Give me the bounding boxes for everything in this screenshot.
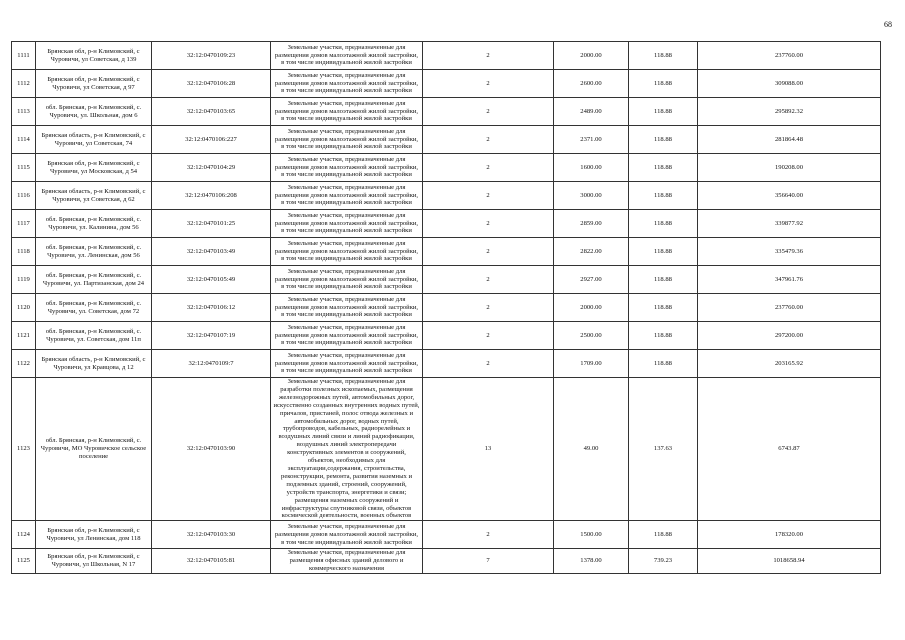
row-number-cell: 1115 <box>12 154 36 182</box>
address-cell: обл. Брянская, р-н Климовский, с. Чуровичи, ул. Партизанская, дом 24 <box>36 266 152 294</box>
address-cell: Брянская обл, р-н Климовский, с Чуровичи, ул Советская, д 139 <box>36 42 152 70</box>
row-number-cell: 1125 <box>12 549 36 574</box>
address-cell: Брянская область, р-н Климовский, с Чуровичи, ул Советская, д 62 <box>36 182 152 210</box>
land-use-purpose-cell: Земельные участки, предназначенные для размещения домов малоэтажной жилой застройки, в том числе индивидуальной жилой застройки <box>271 42 423 70</box>
address-cell: обл. Брянская, р-н Климовский, с. Чуровичи, ул. Советская, дом 72 <box>36 294 152 322</box>
cadastral-number-cell: 32:12:0470106:227 <box>152 126 271 154</box>
category-cell: 2 <box>423 70 554 98</box>
table-row <box>12 350 881 378</box>
page-number: 68 <box>884 20 892 29</box>
land-use-purpose-cell: Земельные участки, предназначенные для размещения офисных зданий делового и коммерческого назначения <box>271 549 423 574</box>
address-cell: обл. Брянская, р-н Климовский, с. Чуровичи, ул. Калинина, дом 56 <box>36 210 152 238</box>
specific-value-cell: 118.88 <box>629 182 698 210</box>
specific-value-cell: 118.88 <box>629 154 698 182</box>
cadastral-value-cell: 237760.00 <box>698 294 881 322</box>
category-cell: 2 <box>423 42 554 70</box>
specific-value-cell: 118.88 <box>629 521 698 549</box>
address-cell: обл. Брянская, р-н Климовский, с. Чуровичи, ул. Советская, дом 11п <box>36 322 152 350</box>
table-row <box>12 210 881 238</box>
cadastral-value-cell: 356640.00 <box>698 182 881 210</box>
area-cell: 1378.00 <box>554 549 629 574</box>
address-cell: Брянская обл, р-н Климовский, с Чуровичи, ул Московская, д 54 <box>36 154 152 182</box>
address-cell: обл. Брянская, р-н Климовский, с. Чуровичи, ул. Ленинская, дом 56 <box>36 238 152 266</box>
area-cell: 49.00 <box>554 378 629 521</box>
land-register-table <box>11 41 881 574</box>
cadastral-number-cell: 32:12:0470105:49 <box>152 266 271 294</box>
cadastral-number-cell: 32:12:0470105:81 <box>152 549 271 574</box>
area-cell: 2489.00 <box>554 98 629 126</box>
row-number-cell: 1113 <box>12 98 36 126</box>
category-cell: 2 <box>423 266 554 294</box>
row-number-cell: 1121 <box>12 322 36 350</box>
specific-value-cell: 118.88 <box>629 126 698 154</box>
table-row <box>12 378 881 521</box>
address-cell: Брянская обл, р-н Климовский, с Чуровичи, ул Школьная, N 17 <box>36 549 152 574</box>
table-row <box>12 98 881 126</box>
cadastral-number-cell: 32:12:0470106:12 <box>152 294 271 322</box>
cadastral-value-cell: 335479.36 <box>698 238 881 266</box>
row-number-cell: 1111 <box>12 42 36 70</box>
specific-value-cell: 118.88 <box>629 238 698 266</box>
cadastral-value-cell: 347961.76 <box>698 266 881 294</box>
cadastral-number-cell: 32:12:0470104:29 <box>152 154 271 182</box>
land-use-purpose-cell: Земельные участки, предназначенные для размещения домов малоэтажной жилой застройки, в том числе индивидуальной жилой застройки <box>271 182 423 210</box>
land-use-purpose-cell: Земельные участки, предназначенные для размещения домов малоэтажной жилой застройки, в том числе индивидуальной жилой застройки <box>271 70 423 98</box>
specific-value-cell: 118.88 <box>629 70 698 98</box>
area-cell: 2927.00 <box>554 266 629 294</box>
land-use-purpose-cell: Земельные участки, предназначенные для размещения домов малоэтажной жилой застройки, в том числе индивидуальной жилой застройки <box>271 154 423 182</box>
row-number-cell: 1120 <box>12 294 36 322</box>
category-cell: 2 <box>423 182 554 210</box>
cadastral-number-cell: 32:12:0470109:7 <box>152 350 271 378</box>
specific-value-cell: 118.88 <box>629 98 698 126</box>
row-number-cell: 1122 <box>12 350 36 378</box>
area-cell: 2371.00 <box>554 126 629 154</box>
address-cell: Брянская обл, р-н Климовский, с Чуровичи, ул Ленинская, дом 118 <box>36 521 152 549</box>
cadastral-value-cell: 178320.00 <box>698 521 881 549</box>
table-row <box>12 266 881 294</box>
category-cell: 2 <box>423 322 554 350</box>
table-row <box>12 126 881 154</box>
land-use-purpose-cell: Земельные участки, предназначенные для разработки полезных ископаемых, размещения железнодорожных путей, автомобильных дорог, искусственно созданных внутренних водных путей, причалов, пристаней, полос отвода железных и автомобильных дорог, водных путей, трубопроводов, кабельных, радиорелейных и воздушных линий связи и линий радиофикации, воздушных линий электропередачи конструктивных элементов и сооружений, объектов, необходимых для эксплуатации,содержания, строительства, реконструкции, ремонта, развития наземных и подземных зданий, строений, сооружений, устройств транспорта, энергетики и связи; размещения наземных сооружений и инфраструктуры спутниковой связи, объектов космической деятельности, военных объектов <box>271 378 423 521</box>
category-cell: 2 <box>423 521 554 549</box>
table-row <box>12 238 881 266</box>
table-row <box>12 70 881 98</box>
category-cell: 2 <box>423 294 554 322</box>
cadastral-value-cell: 1018658.94 <box>698 549 881 574</box>
specific-value-cell: 118.88 <box>629 42 698 70</box>
table-row <box>12 549 881 574</box>
row-number-cell: 1119 <box>12 266 36 294</box>
cadastral-value-cell: 6743.87 <box>698 378 881 521</box>
cadastral-value-cell: 237760.00 <box>698 42 881 70</box>
row-number-cell: 1112 <box>12 70 36 98</box>
area-cell: 2500.00 <box>554 322 629 350</box>
area-cell: 2859.00 <box>554 210 629 238</box>
cadastral-value-cell: 281864.48 <box>698 126 881 154</box>
category-cell: 2 <box>423 238 554 266</box>
category-cell: 2 <box>423 350 554 378</box>
category-cell: 2 <box>423 210 554 238</box>
specific-value-cell: 118.88 <box>629 210 698 238</box>
cadastral-number-cell: 32:12:0470103:65 <box>152 98 271 126</box>
category-cell: 2 <box>423 154 554 182</box>
row-number-cell: 1114 <box>12 126 36 154</box>
row-number-cell: 1116 <box>12 182 36 210</box>
cadastral-number-cell: 32:12:0470103:49 <box>152 238 271 266</box>
specific-value-cell: 118.88 <box>629 266 698 294</box>
cadastral-value-cell: 297200.00 <box>698 322 881 350</box>
land-use-purpose-cell: Земельные участки, предназначенные для размещения домов малоэтажной жилой застройки, в том числе индивидуальной жилой застройки <box>271 294 423 322</box>
table-row <box>12 182 881 210</box>
cadastral-number-cell: 32:12:0470107:19 <box>152 322 271 350</box>
cadastral-number-cell: 32:12:0470103:90 <box>152 378 271 521</box>
specific-value-cell: 118.88 <box>629 350 698 378</box>
area-cell: 2000.00 <box>554 42 629 70</box>
table-row <box>12 42 881 70</box>
specific-value-cell: 739.23 <box>629 549 698 574</box>
land-use-purpose-cell: Земельные участки, предназначенные для размещения домов малоэтажной жилой застройки, в том числе индивидуальной жилой застройки <box>271 322 423 350</box>
specific-value-cell: 118.88 <box>629 294 698 322</box>
address-cell: обл. Брянская, р-н Климовский, с. Чуровичи, МО Чуровичское сельское поселение <box>36 378 152 521</box>
land-use-purpose-cell: Земельные участки, предназначенные для размещения домов малоэтажной жилой застройки, в том числе индивидуальной жилой застройки <box>271 98 423 126</box>
land-use-purpose-cell: Земельные участки, предназначенные для размещения домов малоэтажной жилой застройки, в том числе индивидуальной жилой застройки <box>271 126 423 154</box>
address-cell: Брянская обл, р-н Климовский, с Чуровичи, ул Советская, д 97 <box>36 70 152 98</box>
cadastral-value-cell: 339877.92 <box>698 210 881 238</box>
cadastral-value-cell: 295892.32 <box>698 98 881 126</box>
table-row <box>12 294 881 322</box>
land-use-purpose-cell: Земельные участки, предназначенные для размещения домов малоэтажной жилой застройки, в том числе индивидуальной жилой застройки <box>271 210 423 238</box>
category-cell: 2 <box>423 98 554 126</box>
cadastral-number-cell: 32:12:0470103:30 <box>152 521 271 549</box>
area-cell: 1709.00 <box>554 350 629 378</box>
row-number-cell: 1118 <box>12 238 36 266</box>
table-row <box>12 322 881 350</box>
row-number-cell: 1124 <box>12 521 36 549</box>
cadastral-number-cell: 32:12:0470109:23 <box>152 42 271 70</box>
land-use-purpose-cell: Земельные участки, предназначенные для размещения домов малоэтажной жилой застройки, в том числе индивидуальной жилой застройки <box>271 350 423 378</box>
category-cell: 13 <box>423 378 554 521</box>
area-cell: 2822.00 <box>554 238 629 266</box>
area-cell: 1600.00 <box>554 154 629 182</box>
category-cell: 7 <box>423 549 554 574</box>
table-row <box>12 521 881 549</box>
land-use-purpose-cell: Земельные участки, предназначенные для размещения домов малоэтажной жилой застройки, в том числе индивидуальной жилой застройки <box>271 266 423 294</box>
address-cell: Брянская область, р-н Климовский, с Чуровичи, ул Советская, 74 <box>36 126 152 154</box>
specific-value-cell: 137.63 <box>629 378 698 521</box>
area-cell: 3000.00 <box>554 182 629 210</box>
cadastral-value-cell: 190208.00 <box>698 154 881 182</box>
cadastral-number-cell: 32:12:0470106:28 <box>152 70 271 98</box>
address-cell: обл. Брянская, р-н Климовский, с. Чуровичи, ул. Школьная, дом 6 <box>36 98 152 126</box>
address-cell: Брянская область, р-н Климовский, с Чуровичи, ул Кравцова, д 12 <box>36 350 152 378</box>
cadastral-number-cell: 32:12:0470101:25 <box>152 210 271 238</box>
land-use-purpose-cell: Земельные участки, предназначенные для размещения домов малоэтажной жилой застройки, в том числе индивидуальной жилой застройки <box>271 238 423 266</box>
specific-value-cell: 118.88 <box>629 322 698 350</box>
cadastral-number-cell: 32:12:0470106:208 <box>152 182 271 210</box>
area-cell: 1500.00 <box>554 521 629 549</box>
cadastral-value-cell: 309088.00 <box>698 70 881 98</box>
category-cell: 2 <box>423 126 554 154</box>
land-use-purpose-cell: Земельные участки, предназначенные для размещения домов малоэтажной жилой застройки, в том числе индивидуальной жилой застройки <box>271 521 423 549</box>
cadastral-value-cell: 203165.92 <box>698 350 881 378</box>
row-number-cell: 1123 <box>12 378 36 521</box>
area-cell: 2000.00 <box>554 294 629 322</box>
table-row <box>12 154 881 182</box>
area-cell: 2600.00 <box>554 70 629 98</box>
row-number-cell: 1117 <box>12 210 36 238</box>
